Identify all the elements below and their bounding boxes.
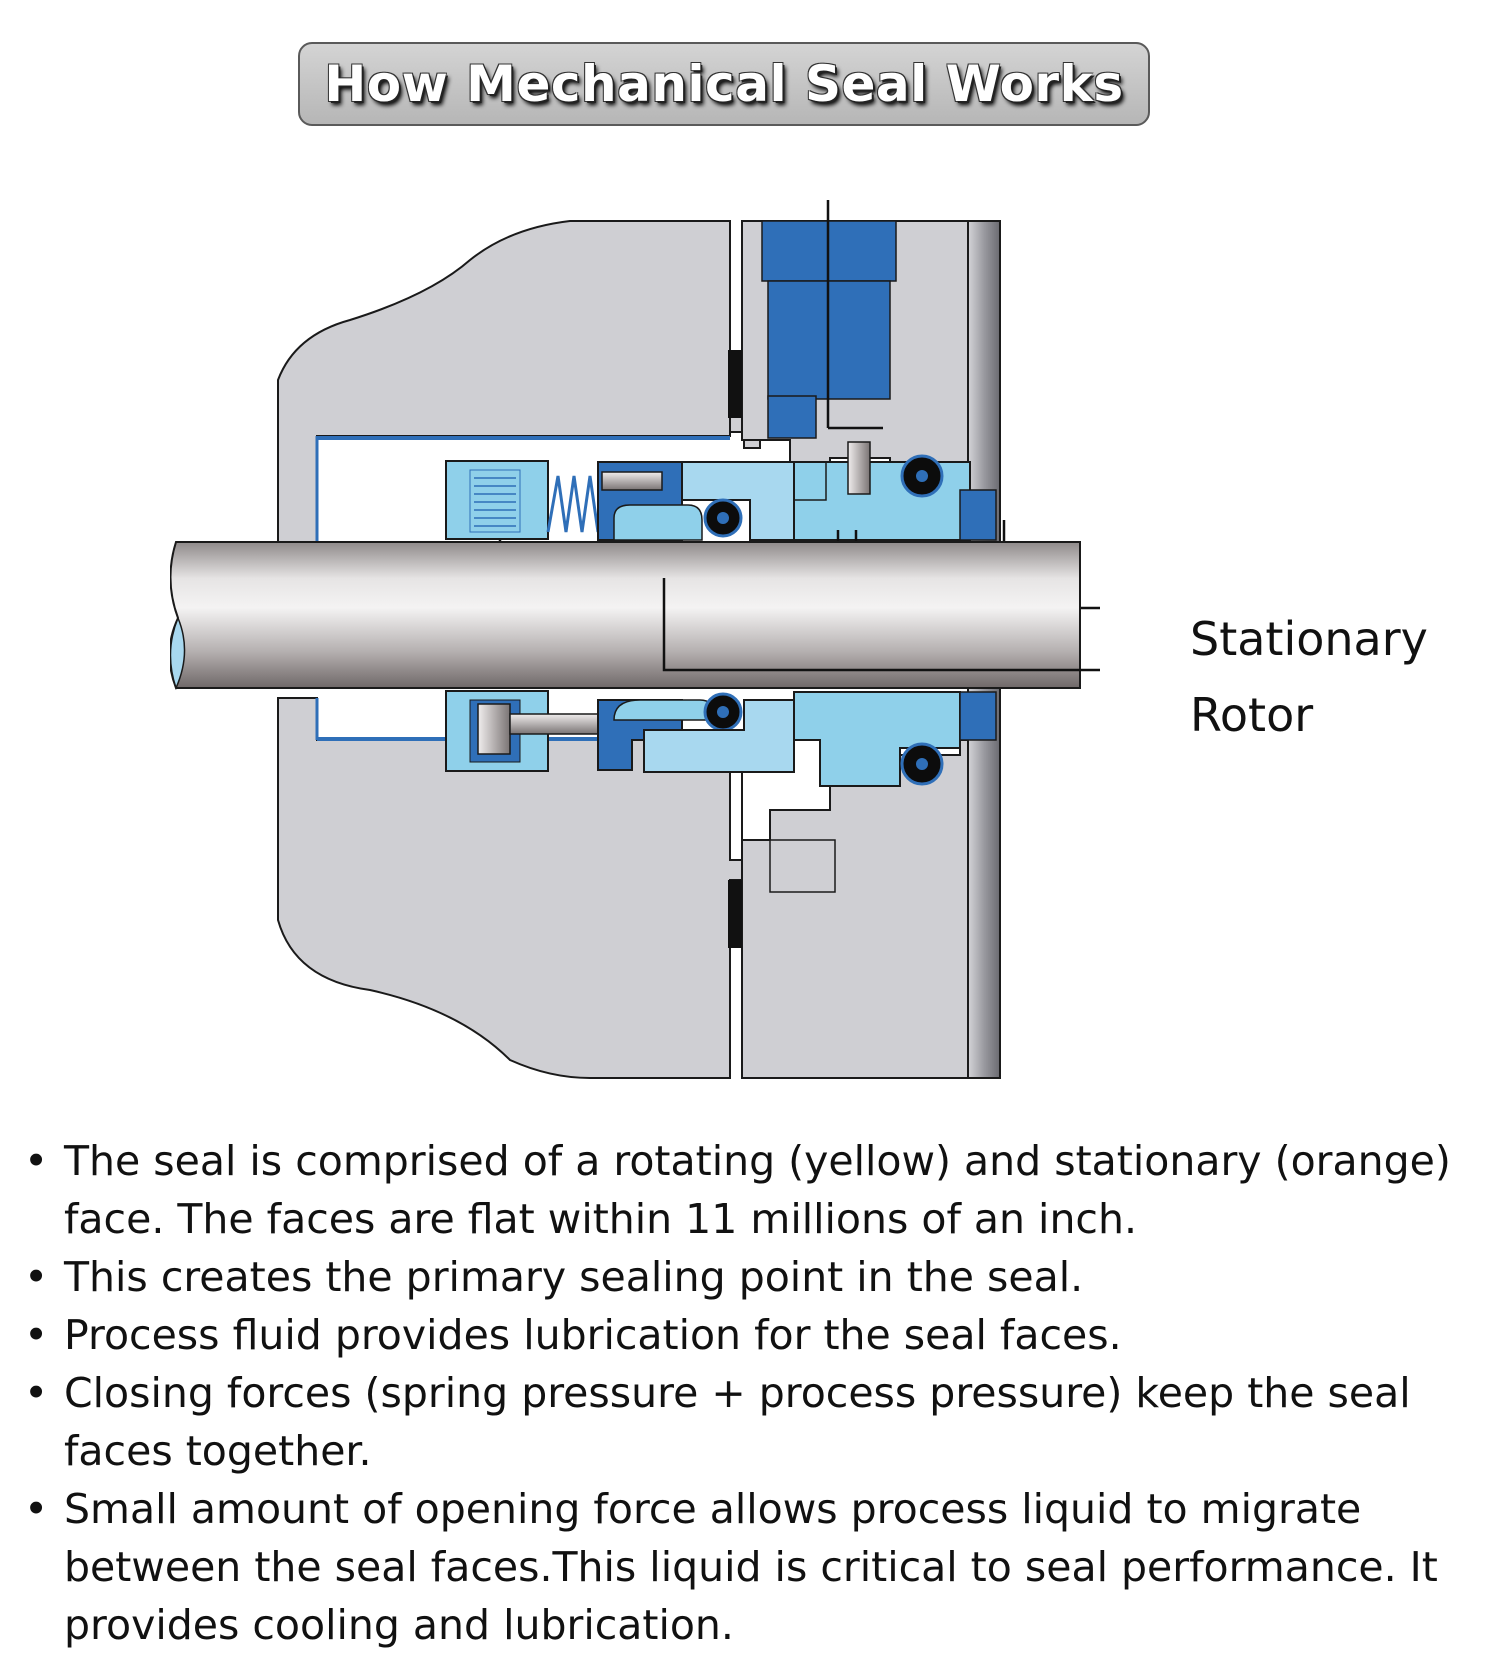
- page-title: How Mechanical Seal Works: [324, 55, 1124, 113]
- bullet-item: [22, 1132, 1478, 1248]
- bullet-dot: •: [24, 1137, 49, 1185]
- bullet-item: [22, 1364, 1478, 1480]
- bullet-dot: •: [24, 1253, 49, 1301]
- bullet-text: The seal is comprised of a rotating (yellow) and stationary (orange) face. The faces are flat within 11 millions of an inch.: [64, 1137, 1451, 1243]
- mechanical-seal-diagram: [170, 200, 1170, 1080]
- drive-pin: [602, 472, 662, 490]
- bullet-text: This creates the primary sealing point in the seal.: [64, 1253, 1084, 1301]
- bullet-text: Closing forces (spring pressure + process pressure) keep the seal faces together.: [64, 1369, 1411, 1475]
- title-banner: [298, 42, 1150, 126]
- bullet-item: [22, 1248, 1478, 1306]
- bullet-dot: •: [24, 1369, 49, 1417]
- bullet-list: [22, 1132, 1478, 1654]
- spring: [548, 476, 598, 532]
- bullet-dot: •: [24, 1485, 49, 1533]
- set-screw: [478, 704, 510, 754]
- shaft: [170, 542, 1080, 688]
- bullet-text: Process fluid provides lubrication for the seal faces.: [64, 1311, 1122, 1359]
- label-stationary: Stationary: [1190, 612, 1428, 666]
- bullet-item: [22, 1306, 1478, 1364]
- gasket-top: [728, 350, 742, 418]
- bullet-item: [22, 1480, 1478, 1654]
- label-rotor: Rotor: [1190, 688, 1314, 742]
- stuffing-box-housing-lower: [742, 740, 1000, 1078]
- stationary-seat: [794, 462, 970, 540]
- bullet-dot: •: [24, 1311, 49, 1359]
- bullet-text: Small amount of opening force allows process liquid to migrate between the seal faces.This liquid is critical to seal performance. It provides cooling and lubrication.: [64, 1485, 1438, 1649]
- gasket-bottom: [728, 880, 742, 948]
